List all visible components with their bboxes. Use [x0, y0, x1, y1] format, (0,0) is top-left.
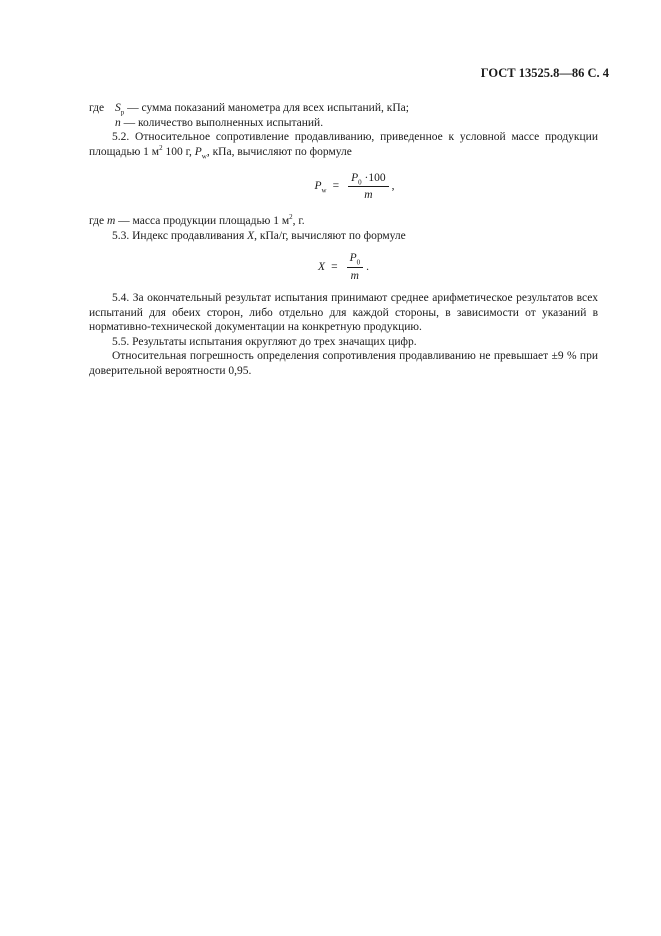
sp-symbol: S	[115, 102, 121, 114]
p52-text-c: , кПа, вычисляют по формуле	[206, 145, 352, 158]
formula1-numerator	[348, 171, 389, 188]
legend-spacer	[89, 116, 115, 131]
p53-text-a: 5.3. Индекс продавливания	[112, 229, 248, 242]
paragraph-5-4: 5.4. За окончательный результат испытания принимают среднее арифметическое результатов всех испытаний для обеих сторон, либо отдельно для каждой стороны, в зависимости от указаний в нормативно-технической документации на конкретную продукцию.	[89, 292, 598, 333]
legend-n-line	[115, 116, 323, 131]
p52-sup: 2	[159, 143, 163, 152]
formula1-lhs-sub: w	[321, 186, 327, 195]
m-def-text-c: , г.	[292, 215, 305, 227]
document-body	[89, 101, 598, 378]
legend-sp	[89, 101, 598, 116]
legend-n	[89, 116, 598, 131]
p53-text-b: , кПа/г, вычисляют по формуле	[254, 229, 406, 242]
formula2-denominator: m	[350, 269, 359, 282]
paragraph-5-6: Относительная погрешность определения сопротивления продавливанию не превышает ±9 % при доверительной вероятности 0,95.	[89, 350, 598, 377]
paragraph-5-2	[89, 130, 598, 159]
page-header: ГОСТ 13525.8—86 С. 4	[480, 66, 609, 80]
formula1-num-sub: 0	[358, 177, 362, 186]
x-symbol: X	[247, 229, 255, 242]
m-def-text-a: где	[89, 215, 107, 227]
formula2-tail: .	[366, 260, 369, 273]
p52-text-a: 5.2. Относительное сопротивление продавливанию, приведенное к условной массе продукции площадью 1 м	[89, 131, 598, 158]
formula1-lhs-sym: P	[314, 180, 322, 193]
n-symbol: n	[115, 116, 121, 129]
sp-subscript: p	[120, 108, 125, 117]
m-symbol: m	[106, 215, 116, 227]
paragraph-5-5: 5.5. Результаты испытания округляют до трех значащих цифр.	[112, 335, 417, 348]
legend-gde: где	[89, 102, 105, 114]
formula1-tail: ,	[391, 180, 395, 193]
formula-x	[89, 243, 598, 291]
formula2-fraction	[347, 251, 364, 283]
paragraph-5-3	[89, 229, 598, 244]
formula2-numerator	[347, 251, 364, 268]
pw-symbol: P	[194, 145, 202, 158]
formula1-fraction	[348, 171, 389, 203]
formula2-num-sym: P	[349, 252, 357, 264]
m-def-text-b: — масса продукции площадью 1 м	[115, 215, 290, 227]
formula1-num-rest: ·100	[361, 171, 386, 184]
n-text: — количество выполненных испытаний.	[120, 116, 324, 129]
formula2-equals: =	[331, 260, 338, 273]
legend-sp-line	[115, 101, 409, 116]
formula1-equals: =	[332, 180, 340, 193]
formula1-denominator: m	[364, 189, 373, 201]
formula1-lhs	[315, 179, 327, 194]
formula2-num-sub: 0	[356, 258, 361, 267]
formula1-num-sym: P	[351, 171, 359, 184]
pw-subscript: w	[201, 151, 207, 160]
p52-text-b: 100 г,	[162, 145, 195, 158]
formula2-lhs: X	[318, 260, 326, 273]
sp-text: — сумма показаний манометра для всех испытаний, кПа;	[124, 102, 409, 114]
m-def-sup: 2	[289, 213, 293, 222]
m-definition	[89, 214, 598, 229]
formula-pw	[89, 159, 598, 214]
